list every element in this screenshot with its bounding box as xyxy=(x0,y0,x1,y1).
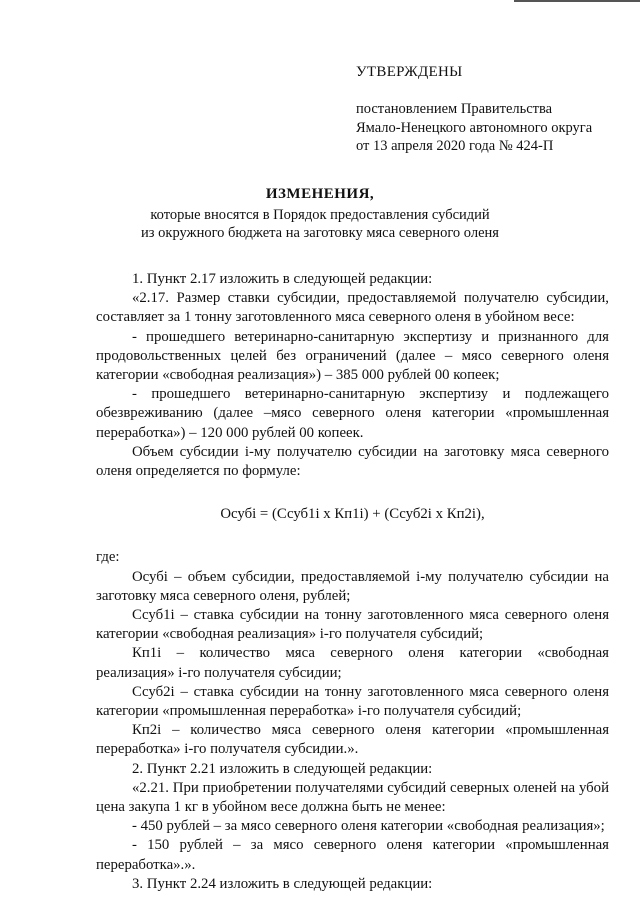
decree-line: от 13 апреля 2020 года № 424-П xyxy=(356,138,554,154)
paragraph-2-17: «2.17. Размер ставки субсидии, предоставляемой получателю субсидии, составляет за 1 тонну заготовленного мяса северного оленя в убойном весе: xyxy=(96,290,609,326)
decree-line: постановлением Правительства xyxy=(356,101,553,117)
document-title: ИЗМЕНЕНИЯ, xyxy=(265,186,375,202)
paragraph-item-2: 2. Пункт 2.21 изложить в следующей редакции: xyxy=(132,760,433,777)
paragraph-volume: Объем субсидии i-му получателю субсидии на заготовку мяса северного оленя определяется по формуле: xyxy=(96,443,609,480)
definition-kp1: Кп1i – количество мяса северного оленя категории «свободная реализация» i-го получателя субсидии; xyxy=(96,645,609,681)
document-subtitle xyxy=(0,206,640,242)
subtitle-line: из окружного бюджета на заготовку мяса северного оленя xyxy=(141,225,499,241)
document-body xyxy=(96,270,609,894)
bullet-free-sale: - прошедшего ветеринарно-санитарную экспертизу и признанного для продовольственных целей без ограничений (далее – мясо северного оленя категории «свободная реализация») – 385 000 рублей 00 копеек; xyxy=(96,328,609,384)
definition-kp2: Кп2i – количество мяса северного оленя категории «промышленная переработка» i-го получателя субсидии.». xyxy=(96,722,609,758)
where-label: где: xyxy=(96,549,120,566)
top-edge-line xyxy=(514,0,640,2)
paragraph-item-1: 1. Пункт 2.17 изложить в следующей редакции: xyxy=(132,271,433,287)
price-free-sale: - 450 рублей – за мясо северного оленя категории «свободная реализация»; xyxy=(132,818,605,835)
formula: Осубi = (Ссуб1i х Кп1i) + (Ссуб2i х Кп2i), xyxy=(220,506,485,523)
approval-decree xyxy=(356,100,592,156)
subtitle-line: которые вносятся в Порядок предоставления субсидий xyxy=(150,207,490,223)
approval-heading: УТВЕРЖДЕНЫ xyxy=(356,64,463,80)
price-industrial: - 150 рублей – за мясо северного оленя категории «промышленная переработка».». xyxy=(96,837,609,873)
paragraph-2-21: «2.21. При приобретении получателями субсидий северных оленей на убой цена закупа 1 кг в убойном весе должна быть не менее: xyxy=(96,779,609,816)
decree-line: Ямало-Ненецкого автономного округа xyxy=(356,119,593,136)
definition-osub: Осубi – объем субсидии, предоставляемой i-му получателю субсидии на заготовку мяса северного оленя, рублей; xyxy=(96,568,609,604)
definition-ssub2: Ссуб2i – ставка субсидии на тонну заготовленного мяса северного оленя категории «промышленная переработка» i-го получателя субсидий; xyxy=(96,683,609,720)
bullet-industrial: - прошедшего ветеринарно-санитарную экспертизу и подлежащего обезвреживанию (далее –мясо северного оленя категории «промышленная переработка») – 120 000 рублей 00 копеек. xyxy=(96,386,609,441)
paragraph-item-3: 3. Пункт 2.24 изложить в следующей редакции: xyxy=(132,875,433,892)
definition-ssub1: Ссуб1i – ставка субсидии на тонну заготовленного мяса северного оленя категории «свободная реализация» i-го получателя субсидий; xyxy=(96,607,609,643)
